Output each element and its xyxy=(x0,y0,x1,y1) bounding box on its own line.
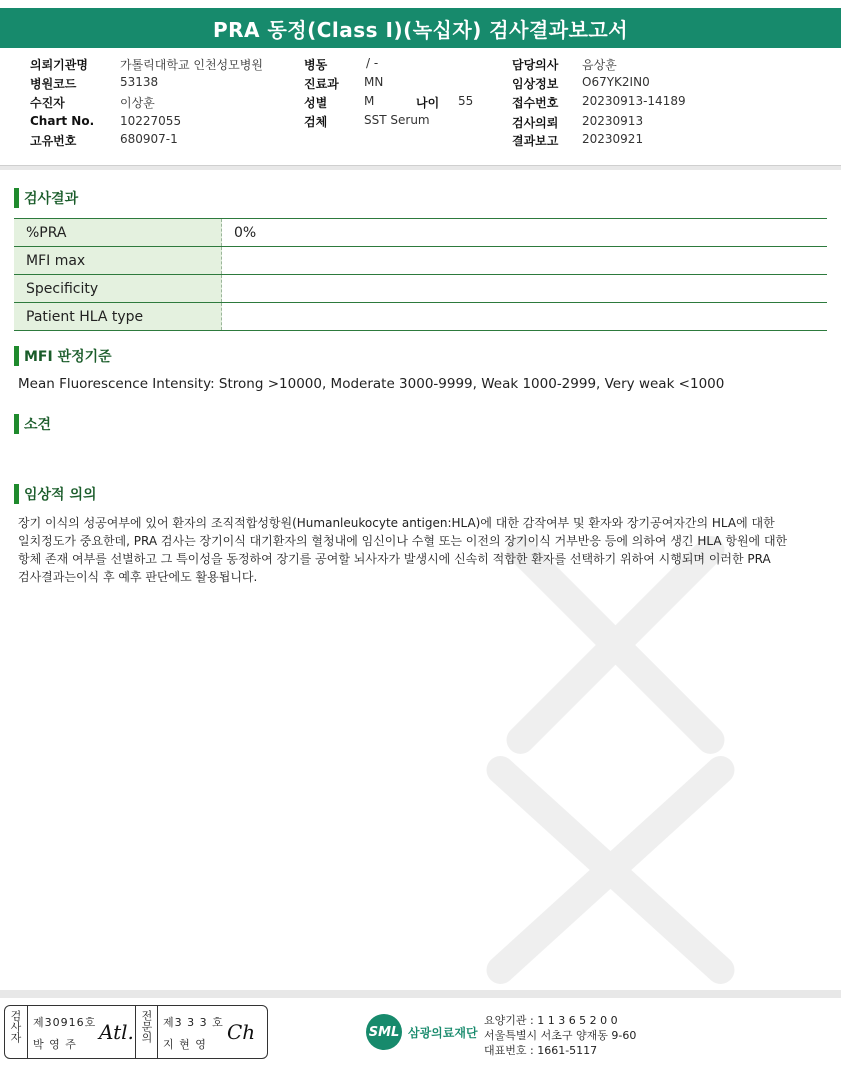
examiner-license: 제30916호 xyxy=(33,1016,97,1029)
table-row xyxy=(14,247,827,275)
age-label: 나이 xyxy=(416,96,440,110)
org-code: 요양기관 : 1 1 3 6 5 2 0 0 xyxy=(484,1014,618,1027)
mfi-section-title: MFI 판정기준 xyxy=(14,346,112,366)
request-label: 검사의뢰 xyxy=(512,116,559,130)
code-label: 병원코드 xyxy=(30,77,77,91)
specialist-label: 전문의 xyxy=(140,1010,153,1043)
row-value xyxy=(222,275,827,302)
org-name: 삼광의료재단 xyxy=(408,1025,478,1040)
opinion-section-title: 소견 xyxy=(14,414,51,434)
row-key: Patient HLA type xyxy=(14,303,222,330)
signature-box xyxy=(4,1005,268,1059)
examiner-label: 검사자 xyxy=(9,1010,22,1043)
report-date-value: 20230921 xyxy=(582,132,644,146)
section-marker xyxy=(14,346,19,366)
row-key: Specificity xyxy=(14,275,222,302)
row-value: 0% xyxy=(234,224,257,241)
hospital-value: 가톨릭대학교 인천성모병원 xyxy=(120,58,263,72)
results-section-title: 검사결과 xyxy=(14,188,78,208)
chart-value: 10227055 xyxy=(120,114,182,128)
section-marker xyxy=(14,414,19,434)
doctor-value: 음상훈 xyxy=(582,58,617,72)
hospital-label: 의뢰기관명 xyxy=(30,58,88,72)
org-address: 서울특별시 서초구 양재동 9-60 xyxy=(484,1029,637,1042)
ward-value: / - xyxy=(366,56,379,70)
specialist-signature: Ch xyxy=(227,1020,256,1044)
row-value xyxy=(222,247,827,274)
row-value xyxy=(222,303,827,330)
sex-value: M xyxy=(364,94,375,108)
examiner-name: 박 영 주 xyxy=(33,1038,77,1051)
specimen-value: SST Serum xyxy=(364,113,430,127)
clinical-line: 장기 이식의 성공여부에 있어 환자의 조직적합성항원(Humanleukocyte antigen:HLA)에 대한 감작여부 및 환자와 장기공여자간의 HLA에 대한 xyxy=(18,516,775,530)
section-marker xyxy=(14,188,19,208)
code-value: 53138 xyxy=(120,75,159,89)
patient-header xyxy=(0,48,841,166)
divider xyxy=(27,1006,28,1058)
row-key: MFI max xyxy=(14,247,222,274)
header-separator xyxy=(0,166,841,170)
clinical-info-value: O67YK2IN0 xyxy=(582,75,650,89)
divider xyxy=(157,1006,158,1058)
specialist-name: 지 현 영 xyxy=(163,1038,207,1051)
results-table xyxy=(14,218,827,331)
patient-value: 이상훈 xyxy=(120,96,155,110)
clinical-significance-text xyxy=(18,514,808,586)
report-date-label: 결과보고 xyxy=(512,134,559,148)
report-title: PRA 동정(Class I)(녹십자) 검사결과보고서 xyxy=(0,8,841,48)
age-value: 55 xyxy=(458,94,474,108)
patient-label: 수진자 xyxy=(30,96,65,110)
table-row xyxy=(14,303,827,331)
sex-label: 성별 xyxy=(304,96,328,110)
receipt-label: 접수번호 xyxy=(512,96,559,110)
ward-label: 병동 xyxy=(304,58,328,72)
id-label: 고유번호 xyxy=(30,134,77,148)
clinical-line: 항체 존재 여부를 선별하고 그 특이성을 동정하여 장기를 공여할 뇌사자가 발생시에 신속히 적합한 환자를 선택하기 위하여 시행되며 이러한 PRA xyxy=(18,552,771,566)
dept-label: 진료과 xyxy=(304,77,339,91)
chart-label: Chart No. xyxy=(30,114,95,128)
mfi-criteria-text: Mean Fluorescence Intensity: Strong >10000, Moderate 3000-9999, Weak 1000-2999, Very weak <1000 xyxy=(18,376,725,392)
clinical-line: 검사결과는이식 후 예후 판단에도 활용됩니다. xyxy=(18,570,258,584)
request-value: 20230913 xyxy=(582,114,644,128)
row-key: %PRA xyxy=(14,219,222,246)
examiner-signature: Atl. xyxy=(99,1020,134,1044)
section-marker xyxy=(14,484,19,504)
id-value: 680907-1 xyxy=(120,132,178,146)
specialist-license: 제3 3 3 호 xyxy=(163,1016,224,1029)
sml-badge: SML xyxy=(366,1014,402,1050)
doctor-label: 담당의사 xyxy=(512,58,559,72)
clinical-section-title: 임상적 의의 xyxy=(14,484,97,504)
sml-logo xyxy=(366,1014,478,1050)
clinical-line: 일치정도가 중요한데, PRA 검사는 장기이식 대기환자의 혈청내에 임신이나 수혈 또는 이전의 장기이식 거부반응 등에 의하여 생긴 HLA 항원에 대한 xyxy=(18,534,788,548)
divider xyxy=(135,1006,136,1058)
org-info xyxy=(484,1013,636,1058)
receipt-value: 20230913-14189 xyxy=(582,94,686,108)
clinical-info-label: 임상정보 xyxy=(512,77,559,91)
table-row xyxy=(14,219,827,247)
footer-separator xyxy=(0,990,841,998)
table-row xyxy=(14,275,827,303)
specimen-label: 검체 xyxy=(304,115,328,129)
dept-value: MN xyxy=(364,75,384,89)
org-phone: 대표번호 : 1661-5117 xyxy=(484,1044,598,1057)
